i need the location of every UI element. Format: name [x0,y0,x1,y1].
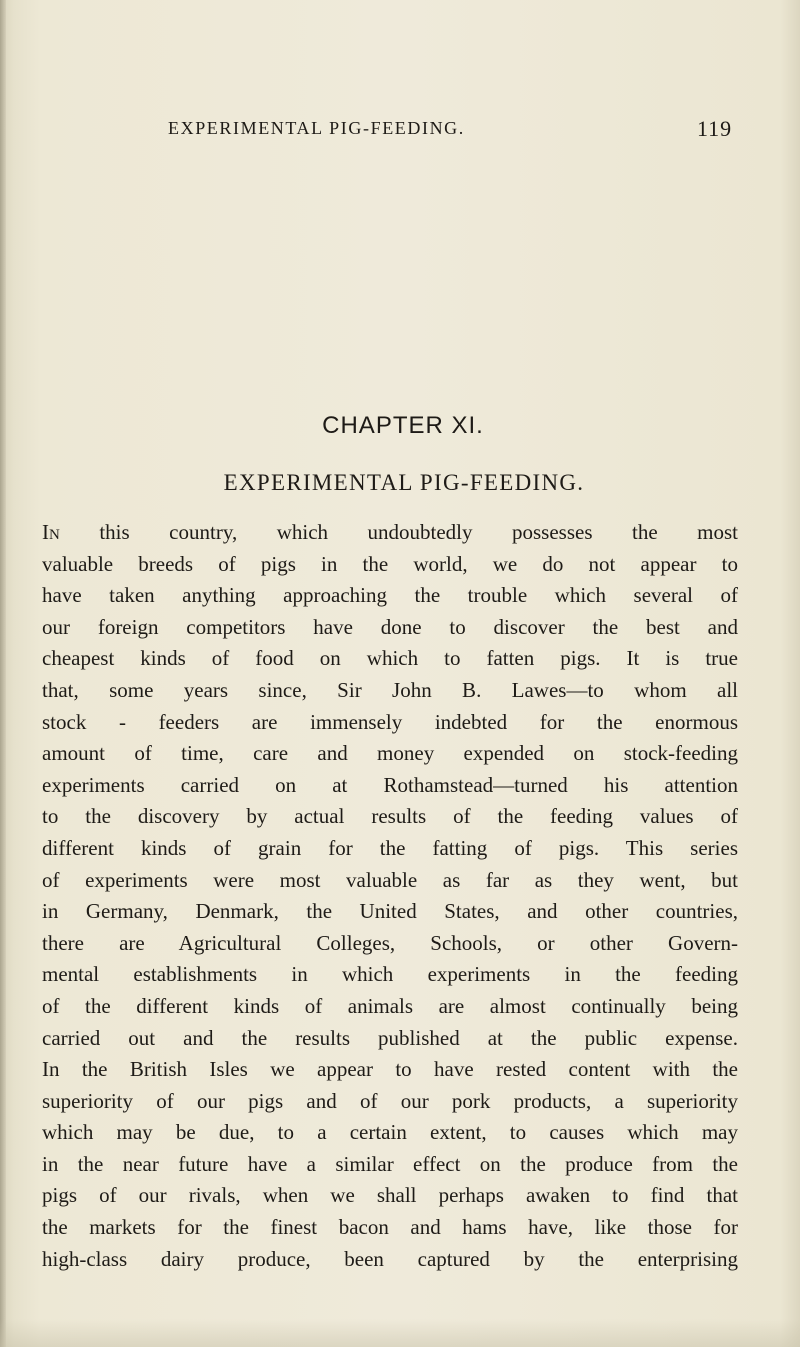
text-line: superiority of our pigs and of our pork products, a superiority [42,1088,738,1113]
text-line: which may be due, to a certain extent, to causes which may [42,1120,738,1145]
text-line: of experiments were most valuable as far as they went, but [42,867,738,892]
running-head-title: EXPERIMENTAL PIG-FEEDING. [168,118,465,138]
text-line: stock - feeders are immensely indebted for the enormous [42,709,738,734]
text-line: amount of time, care and money expended on stock-feeding [42,741,738,766]
text-line [42,517,738,549]
chapter-title: EXPERIMENTAL PIG-FEEDING. [223,470,585,495]
text-line: pigs of our rivals, when we shall perhaps awaken to find that [42,1183,738,1208]
text-line: valuable breeds of pigs in the world, we do not appear to [42,551,738,576]
text-line: the markets for the finest bacon and hams have, like those for [42,1215,738,1240]
lead-in-word: In [42,520,60,544]
text-line: high-class dairy produce, been captured by the enterprising [42,1246,738,1271]
text-line: cheapest kinds of food on which to fatten pigs. It is true [42,646,738,671]
text-line: In the British Isles we appear to have rested content with the [42,1057,738,1082]
text-line: there are Agricultural Colleges, Schools, or other Govern- [42,930,738,955]
first-line-rest: this country, which undoubtedly possesses the most [59,520,738,544]
text-line: of the different kinds of animals are almost continually being [42,993,738,1018]
chapter-number: CHAPTER XI. [322,412,484,439]
text-line: mental establishments in which experiments in the feeding [42,962,738,987]
text-line: have taken anything approaching the trouble which several of [42,583,738,608]
text-line: our foreign competitors have done to discover the best and [42,614,738,639]
page-number: 119 [697,116,733,141]
text-line: that, some years since, Sir John B. Lawes—to whom all [42,677,738,702]
text-line: in the near future have a similar effect on the produce from the [42,1151,738,1176]
page-gutter-shadow [0,0,6,1347]
text-line: in Germany, Denmark, the United States, and other countries, [42,899,738,924]
text-line: carried out and the results published at the public expense. [42,1025,738,1050]
running-head [0,118,800,148]
text-line: different kinds of grain for the fatting of pigs. This series [42,835,738,860]
text-line: experiments carried on at Rothamstead—turned his attention [42,772,738,797]
page-bottom-shadow [0,1319,800,1347]
text-line: to the discovery by actual results of the feeding values of [42,804,738,829]
